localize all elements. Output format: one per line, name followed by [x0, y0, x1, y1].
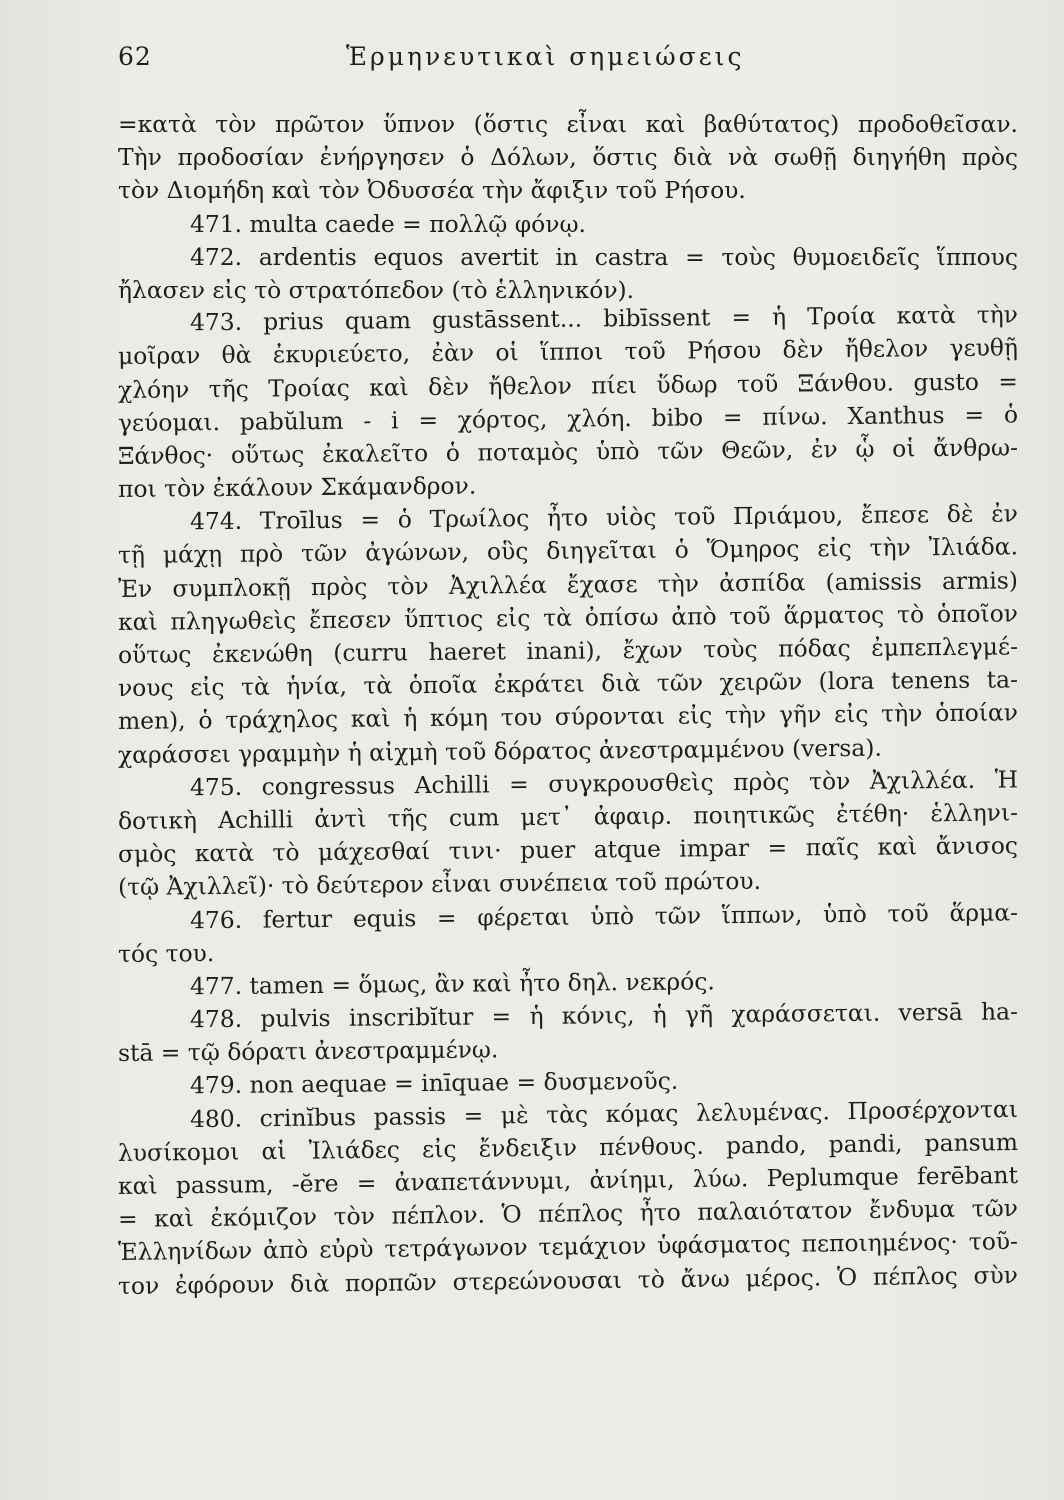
text-line: Ξάνθος· οὕτως ἐκαλεῖτο ὁ ποταμὸς ὑπὸ τῶν Θεῶν, ἐν ᾧ οἱ ἄνθρω-: [117, 433, 1019, 470]
text-line: ποι τὸν ἐκάλουν Σκάμανδρον.: [117, 471, 477, 504]
text-line: λυσίκομοι αἱ Ἰλιάδες εἰς ἔνδειξιν πένθους. pando, pandi, pansum: [117, 1127, 1019, 1167]
text-line: 480. crinĭbus passis = μὲ τὰς κόμας λελυμένας. Προσέρχονται: [189, 1094, 1019, 1133]
text-line: Ἑλληνίδων ἀπὸ εὐρὺ τετράγωνον τεμάχιον ὑφάσματος πεποιημένος· τοῦ-: [117, 1227, 1019, 1267]
text-line: γεύομαι. pabŭlum - i = χόρτος, χλόη. bibo = πίνω. Xanthus = ὁ: [117, 400, 1019, 437]
text-line: =κατὰ τὸν πρῶτον ὕπνον (ὅστις εἶναι καὶ βαθύτατος) προδοθεῖσαν.: [118, 110, 1018, 138]
text-line: ἤλασεν εἰς τὸ στρατόπεδον (τὸ ἑλληνικόν).: [118, 275, 635, 304]
text-line: Τὴν προδοσίαν ἐνήργησεν ὁ Δόλων, ὅστις διὰ νὰ σωθῇ διηγήθη πρὸς: [118, 143, 1018, 172]
text-line: καὶ passum, -ĕre = ἀναπετάννυμι, ἀνίημι, λύω. Peplumque ferēbant: [117, 1161, 1019, 1200]
commentary-text: [118, 108, 1018, 1303]
text-line: = καὶ ἐκόμιζον τὸν πέπλον. Ὁ πέπλος ἦτο παλαιότατον ἔνδυμα τῶν: [117, 1194, 1019, 1234]
text-line: 471. multa caede = πολλῷ φόνῳ.: [190, 209, 586, 238]
text-line: 475. congressus Achilli = συγκρουσθεὶς πρὸς τὸν Ἀχιλλέα. Ἡ: [189, 765, 1019, 802]
text-line: νους εἰς τὰ ἡνία, τὰ ὁποῖα ἐκράτει διὰ τῶν χειρῶν (lora tenens ta-: [117, 665, 1019, 703]
text-line: Ἐν συμπλοκῇ πρὸς τὸν Ἀχιλλέα ἔχασε τὴν ἀσπίδα (amissis armis): [117, 565, 1019, 603]
running-title: Ἑρμηνευτικαὶ σημειώσεις: [346, 42, 745, 71]
text-line: τός του.: [117, 938, 215, 968]
text-line: (τῷ Ἀχιλλεῖ)· τὸ δεύτερον εἶναι συνέπεια τοῦ πρώτου.: [117, 867, 762, 902]
text-line: χαράσσει γραμμὴν ἡ αἰχμὴ τοῦ δόρατος ἀνεστραμμένου (versa).: [117, 733, 882, 769]
text-line: 479. non aequae = inīquae = δυσμενοῦς.: [189, 1067, 679, 1100]
text-line: μοῖραν θὰ ἐκυριεύετο, ἐὰν οἱ ἵπποι τοῦ Ρήσου δὲν ἤθελον γευθῇ: [117, 333, 1019, 371]
page-header: [118, 42, 1018, 82]
text-line: καὶ πληγωθεὶς ἔπεσεν ὕπτιος εἰς τὰ ὀπίσω ἀπὸ τοῦ ἅρματος τὸ ὁποῖον: [117, 599, 1019, 636]
page-number: 62: [118, 42, 152, 71]
text-line: τῇ μάχῃ πρὸ τῶν ἀγώνων, οὓς διηγεῖται ὁ Ὅμηρος εἰς τὴν Ἰλιάδα.: [117, 532, 1019, 570]
text-line: 476. fertur equis = φέρεται ὑπὸ τῶν ἵππων, ὑπὸ τοῦ ἅρμα-: [189, 897, 1019, 934]
text-line: δοτικὴ Achilli ἀντὶ τῆς cum μετ᾽ ἀφαιρ. ποιητικῶς ἐτέθη· ἑλληνι-: [117, 798, 1019, 835]
text-line: χλόην τῆς Τροίας καὶ δὲν ἤθελον πίει ὕδωρ τοῦ Ξάνθου. gusto =: [117, 366, 1019, 404]
text-line: 473. prius quam gustāssent... bibīssent = ἡ Τροία κατὰ τὴν: [189, 300, 1019, 337]
text-line: 477. tamen = ὅμως, ἂν καὶ ἦτο δηλ. νεκρός.: [189, 967, 715, 1001]
text-line: 472. ardentis equos avertit in castra = τοὺς θυμοειδεῖς ἵππους: [190, 242, 1018, 271]
text-line: 474. Troīlus = ὁ Τρωίλος ἦτο υἱὸς τοῦ Πριάμου, ἔπεσε δὲ ἐν: [189, 499, 1019, 536]
text-line: οὕτως ἐκενώθη (curru haeret inani), ἔχων τοὺς πόδας ἐμπεπλεγμέ-: [117, 632, 1019, 669]
text-line: τον ἐφόρουν διὰ πορπῶν στερεώνουσαι τὸ ἄνω μέρος. Ὁ πέπλος σὺν: [117, 1260, 1019, 1300]
text-line: men), ὁ τράχηλος καὶ ἡ κόμη του σύρονται εἰς τὴν γῆν εἰς τὴν ὁποίαν: [117, 698, 1019, 736]
text-line: τὸν Διομήδη καὶ τὸν Ὀδυσσέα τὴν ἄφιξιν τοῦ Ρήσου.: [118, 176, 746, 205]
text-line: stā = τῷ δόρατι ἀνεστραμμένῳ.: [117, 1035, 499, 1068]
text-line: 478. pulvis inscribĭtur = ἡ κόνις, ἡ γῆ χαράσσεται. versā ha-: [189, 997, 1019, 1034]
text-line: σμὸς κατὰ τὸ μάχεσθαί τινι· puer atque impar = παῖς καὶ ἄνισος: [117, 831, 1019, 869]
